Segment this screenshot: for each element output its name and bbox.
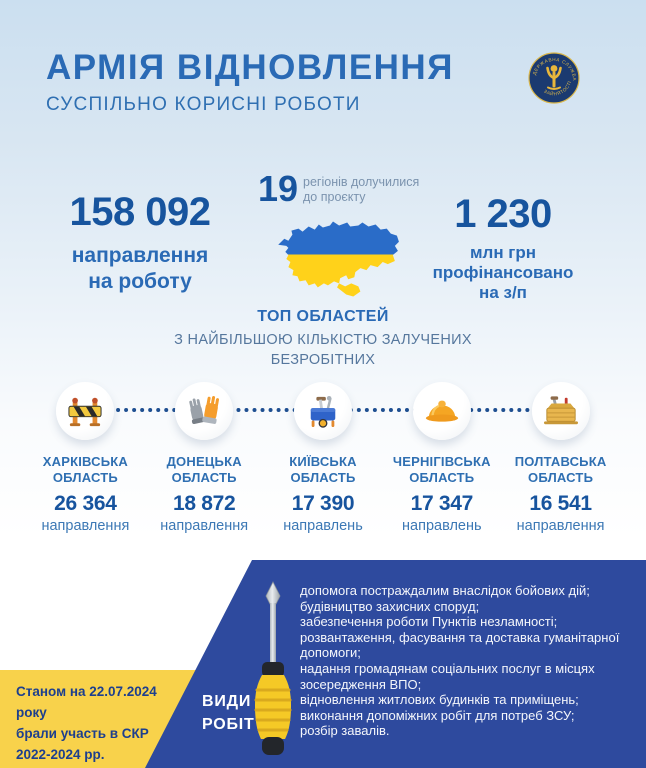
stat-funding-label-line2: профінансовано — [432, 263, 574, 282]
page-title: АРМІЯ ВІДНОВЛЕННЯ — [46, 48, 454, 87]
icon-bubble — [56, 382, 114, 440]
region-column-poltava — [501, 382, 620, 534]
stat-referrals-label-line1: направлення — [71, 244, 209, 267]
road-barrier-icon — [66, 394, 104, 428]
region-column-donetsk — [145, 382, 264, 534]
as-of-note-line3: 2022-2024 рр. — [16, 747, 105, 762]
region-unit: направлень — [283, 518, 363, 534]
region-column-kharkiv — [26, 382, 145, 534]
works-item: виконання допоміжних робіт для потреб ЗСУ; — [300, 707, 575, 723]
region-name: ХАРКІВСЬКА ОБЛАСТЬ — [42, 454, 129, 485]
works-item: допомога постраждалим внаслідок бойових дій; — [300, 583, 590, 598]
icon-bubble — [175, 382, 233, 440]
works-item: розвантаження, фасування та доставка гуманітарної допомоги; — [300, 629, 620, 661]
region-unit: направлення — [41, 518, 130, 534]
stat-funding-label-line3: на з/п — [479, 283, 527, 302]
works-item: надання громадянам соціальних послуг в місцях зосередження ВПО; — [300, 660, 595, 692]
region-unit: направлень — [402, 518, 482, 534]
region-column-kyiv — [264, 382, 383, 534]
region-name: ЧЕРНІГІВСЬКА ОБЛАСТЬ — [392, 454, 491, 485]
works-item: будівництво захисних споруд; — [300, 598, 480, 614]
region-value: 26 364 — [54, 492, 117, 515]
region-name: КИЇВСЬКА ОБЛАСТЬ — [289, 454, 357, 485]
logo-ring-text-top: ДЕРЖАВНА СЛУЖБА — [531, 56, 578, 82]
icon-bubble — [294, 382, 352, 440]
hard-hat-icon — [423, 394, 461, 428]
stat-regions-label-line1: регіонів долучилися — [303, 175, 420, 189]
works-item: відновлення житлових будинків та приміщень; — [300, 692, 579, 708]
stat-regions-label-line2: до проєкту — [303, 190, 366, 204]
screwdriver-icon — [249, 574, 297, 766]
as-of-note-line1: Станом на 22.07.2024 року — [16, 684, 157, 720]
logo-ring-text-bottom: ЗАЙНЯТОСТІ — [543, 80, 573, 97]
as-of-note — [16, 681, 186, 765]
regions-row — [26, 382, 620, 534]
stat-referrals-label — [40, 243, 240, 295]
stat-funding-label — [400, 243, 606, 303]
stat-funding-value: 1 230 — [454, 192, 552, 236]
works-item: розбір завалів. — [300, 723, 390, 739]
region-value: 16 541 — [529, 492, 592, 515]
region-unit: направлення — [160, 518, 249, 534]
as-of-note-line2: брали участь в СКР — [16, 726, 149, 741]
stat-referrals-label-line2: на роботу — [88, 270, 192, 293]
region-column-chernihiv — [382, 382, 501, 534]
work-gloves-icon — [185, 394, 223, 428]
region-name: ДОНЕЦЬКА ОБЛАСТЬ — [166, 454, 242, 485]
top-regions-subtitle: З НАЙБІЛЬШОЮ КІЛЬКІСТЮ ЗАЛУЧЕНИХ БЕЗРОБІТНИХ — [174, 332, 472, 368]
stat-regions-value: 19 — [258, 168, 299, 209]
region-unit: направлення — [516, 518, 605, 534]
region-name: ПОЛТАВСЬКА ОБЛАСТЬ — [514, 454, 607, 485]
region-value: 17 347 — [410, 492, 473, 515]
stat-referrals-value: 158 092 — [69, 190, 211, 234]
top-regions-title: ТОП ОБЛАСТЕЙ — [257, 308, 389, 325]
works-title — [202, 690, 255, 736]
page-subtitle: СУСПІЛЬНО КОРИСНІ РОБОТИ — [46, 94, 361, 115]
employment-service-logo-icon — [528, 52, 580, 104]
icon-bubble — [532, 382, 590, 440]
stat-funding-label-line1: млн грн — [469, 243, 537, 262]
ukraine-map-icon — [262, 216, 404, 302]
toolbox-icon — [542, 394, 580, 428]
works-title-line1: ВИДИ — [202, 693, 252, 710]
works-list — [300, 583, 624, 739]
region-value: 18 872 — [172, 492, 236, 515]
region-value: 17 390 — [291, 492, 355, 515]
works-title-line2: РОБІТ — [202, 716, 255, 733]
works-item: забезпечення роботи Пунктів незламності; — [300, 614, 558, 630]
tool-cart-icon — [304, 394, 342, 428]
icon-bubble — [413, 382, 471, 440]
